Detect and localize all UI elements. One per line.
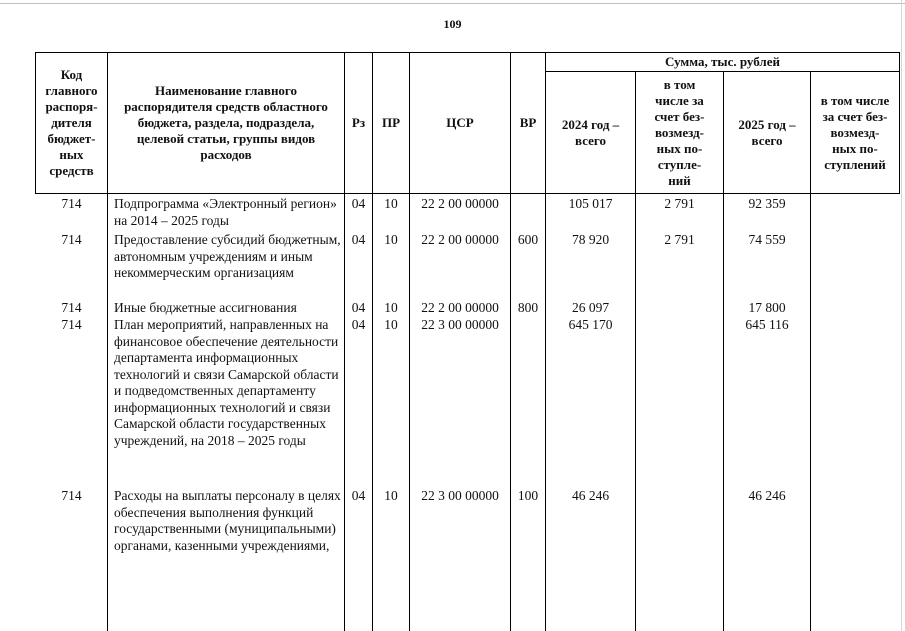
row-csr: 22 3 00 00000 <box>421 488 499 503</box>
row-pr: 10 <box>384 232 398 247</box>
row-sum-2025: 645 116 <box>745 317 789 332</box>
row-name: Расходы на выплаты персоналу в целях обеспечения выполнения функций государственными (муниципальными) органами, казенными учреждениями, <box>114 488 341 553</box>
header-pr: ПР <box>381 115 401 130</box>
row-name: Предоставление субсидий бюджетным, автономным учреждениям и иным некоммерческим организациям <box>114 232 341 280</box>
row-vr: 600 <box>517 232 539 247</box>
col-line <box>899 52 900 193</box>
page-number: 109 <box>443 17 462 31</box>
row-sum-2024: 46 246 <box>571 488 610 503</box>
row-csr: 22 3 00 00000 <box>421 317 499 332</box>
header-2024-total: 2024 год – всего <box>561 116 620 148</box>
row-vr: 800 <box>517 300 539 315</box>
row-sum-2025: 46 246 <box>748 488 786 503</box>
row-code: 714 <box>61 300 82 315</box>
scan-edge-top <box>0 3 905 4</box>
row-code: 714 <box>61 196 82 211</box>
row-rz: 04 <box>351 232 366 247</box>
row-vr: 100 <box>517 488 539 503</box>
scan-edge-right <box>901 0 902 631</box>
row-sum-2024-incl: 2 791 <box>664 232 695 247</box>
header-bottom-border <box>35 193 900 194</box>
row-sum-2024: 105 017 <box>568 196 613 211</box>
header-csr: ЦСР <box>446 115 474 130</box>
row-rz: 04 <box>351 317 366 332</box>
header-vr: ВР <box>519 115 537 130</box>
header-sum: Сумма, тыс. рублей <box>665 54 780 69</box>
row-pr: 10 <box>384 300 398 315</box>
header-rz: Рз <box>351 115 366 130</box>
row-csr: 22 2 00 00000 <box>421 300 499 315</box>
row-sum-2024: 78 920 <box>571 232 610 247</box>
header-2024-incl: в том числе за счет без-возмезд-ных по-ступле-ний <box>654 76 705 188</box>
row-code: 714 <box>61 232 82 247</box>
row-rz: 04 <box>351 300 366 315</box>
row-sum-2024: 26 097 <box>571 300 610 315</box>
row-pr: 10 <box>384 196 398 211</box>
row-rz: 04 <box>351 196 366 211</box>
row-csr: 22 2 00 00000 <box>421 232 499 247</box>
row-sum-2025: 17 800 <box>748 300 786 315</box>
row-pr: 10 <box>384 317 398 332</box>
row-code: 714 <box>61 488 82 503</box>
row-code: 714 <box>61 317 82 332</box>
row-sum-2025: 92 359 <box>748 196 786 211</box>
header-2025-incl: в том числе за счет без-возмезд-ных по-ступлений <box>820 92 890 172</box>
header-2025-total: 2025 год – всего <box>738 116 796 148</box>
row-sum-2024-incl: 2 791 <box>664 196 695 211</box>
row-name: Подпрограмма «Электронный регион» на 2014 – 2025 годы <box>114 196 337 228</box>
header-name: Наименование главного распорядителя средств областного бюджета, раздела, подраздела, целевой статьи, группы видов расходов <box>124 83 328 162</box>
row-sum-2024: 645 170 <box>568 317 613 332</box>
header-code: Код главного распоря-дителя бюджет-ных средств <box>45 67 98 178</box>
row-pr: 10 <box>384 488 398 503</box>
row-name: План мероприятий, направленных на финансовое обеспечение деятельности департамента информационных технологий и связи Самарской области и подведомственных департаменту информационных технологий и связи Самарской области государственных учреждений, на 2018 – 2025 годы <box>114 317 339 448</box>
row-name: Иные бюджетные ассигнования <box>114 300 297 315</box>
row-sum-2025: 74 559 <box>748 232 786 247</box>
row-csr: 22 2 00 00000 <box>421 196 499 211</box>
row-rz: 04 <box>351 488 366 503</box>
